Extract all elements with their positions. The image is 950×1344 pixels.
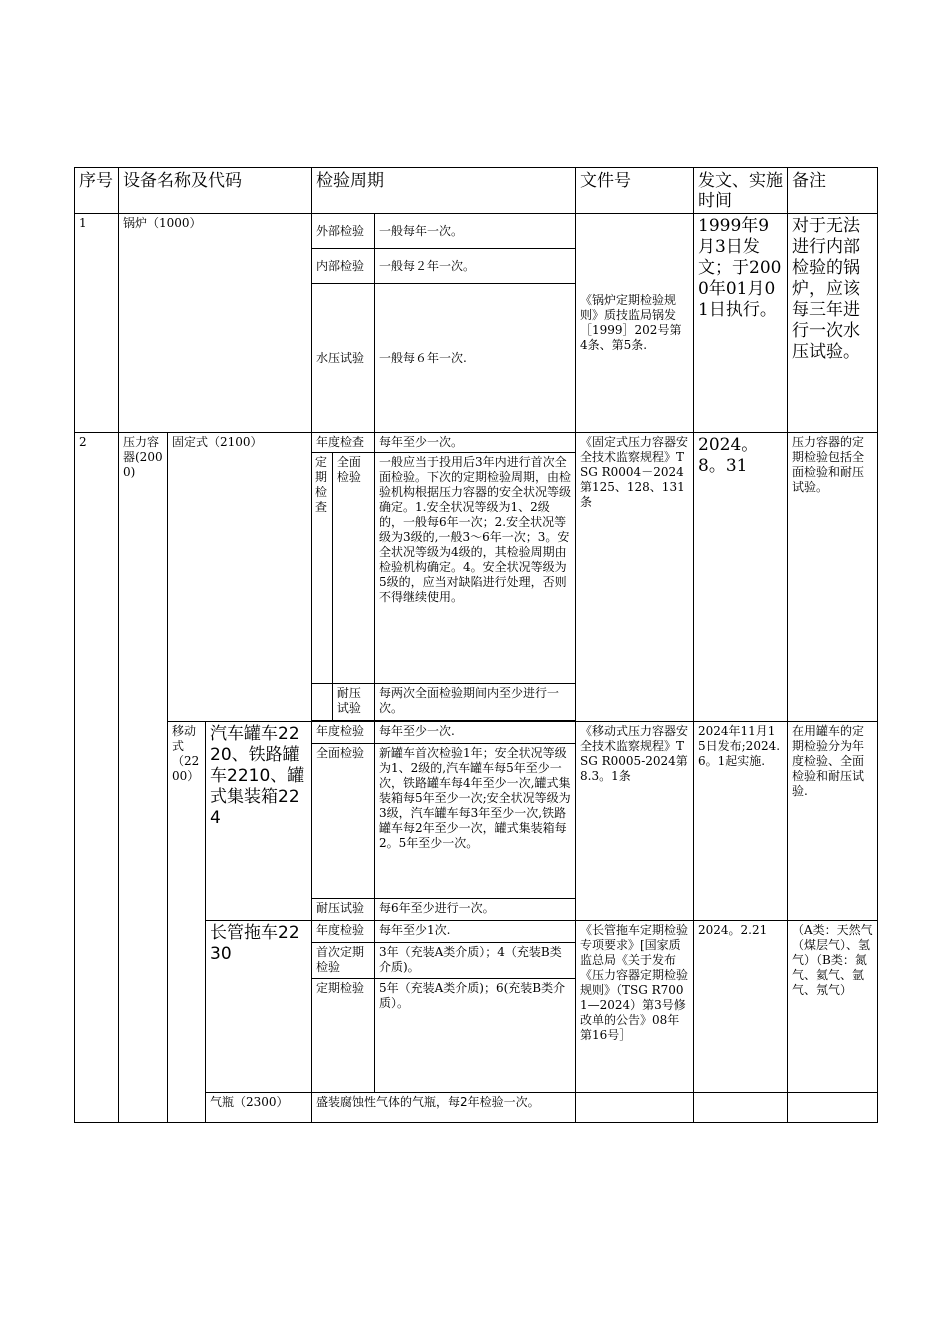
- header-row: [75, 168, 878, 214]
- fixed-pressure-value: 每两次全面检验期间内至少进行一次。: [375, 684, 576, 721]
- boiler-hydro-value: 一般每６年一次.: [375, 284, 576, 433]
- tank-note: 在用罐车的定期检验分为年度检验、全面检验和耐压试验.: [788, 722, 878, 921]
- tube-note: （A类：天然气（煤层气）、氢气）（B类：氮气、氦气、氩气、氖气）: [788, 921, 878, 1093]
- tube-date: 2024。2.21: [694, 921, 788, 1093]
- fixed-note: 压力容器的定期检验包括全面检验和耐压试验。: [788, 433, 878, 722]
- boiler-internal-label: 内部检验: [312, 249, 375, 284]
- header-doc: 文件号: [576, 168, 694, 214]
- boiler-row-external: [75, 214, 878, 249]
- fixed-date: 2024。8。31: [694, 433, 788, 722]
- tank-doc: 《移动式压力容器安全技术监察规程》TSG R0005-2024第8.3。1条: [576, 722, 694, 921]
- boiler-doc: 《锅炉定期检验规则》质技监局锅发［1999］202号第4条、第5条.: [576, 214, 694, 433]
- tube-name: 长管拖车2230: [206, 921, 312, 1093]
- boiler-date: 1999年9月3日发文；于2000年01月01日执行。: [694, 214, 788, 433]
- tube-periodic-value: 5年（充装A类介质)；6(充装B类介质）。: [375, 979, 576, 1093]
- cylinder-value: 盛装腐蚀性气体的气瓶，每2年检验一次。: [312, 1093, 576, 1123]
- boiler-external-label: 外部检验: [312, 214, 375, 249]
- cylinder-date: [694, 1093, 788, 1123]
- boiler-hydro-label: 水压试验: [312, 284, 375, 433]
- fixed-row-annual: [75, 433, 878, 453]
- tube-first-label: 首次定期检验: [312, 943, 375, 979]
- fixed-full-label-text: 全面检验: [336, 455, 361, 484]
- tank-full-label: 全面检验: [312, 744, 375, 899]
- tank-row-annual: [75, 722, 878, 744]
- tank-pressure-value: 每6年至少进行一次。: [375, 899, 576, 921]
- fixed-doc: 《固定式压力容器安全技术监察规程》TSG R0004－2024第125、128、131条: [576, 433, 694, 722]
- tank-date: 2024年11月15日发布;2024.6。1起实施.: [694, 722, 788, 921]
- tank-name: 汽车罐车2220、铁路罐车2210、罐式集装箱224: [206, 722, 312, 921]
- fixed-full-value: 一般应当于投用后3年内进行首次全面检验。下次的定期检验周期，由检验机构根据压力容器的安全状况等级确定。1.安全状况等级为1、2级的，一般每6年一次；2.安全状况等级为3级的,一般3～6年一次；3。安全状况等级为4级的，其检验周期由检验机构确定。4。安全状况等级为5级的，应当对缺陷进行处理，否则不得继续使用。: [375, 453, 576, 684]
- tank-annual-label: 年度检验: [312, 722, 375, 744]
- fixed-pressure-label: 耐压试验: [336, 686, 361, 715]
- pressure-seq: 2: [75, 433, 119, 1123]
- tube-doc: 《长管拖车定期检验专项要求》[国家质监总局《关于发布《压力容器定期检验规则》（TSG R7001—2024）第3号修改单的公告》08年第16号］: [576, 921, 694, 1093]
- boiler-external-value: 一般每年一次。: [375, 214, 576, 249]
- fixed-annual-label: 年度检查: [312, 433, 375, 453]
- tank-full-value: 新罐车首次检验1年；安全状况等级为1、2级的,汽车罐车每5年至少一次，铁路罐车每4年至少一次,罐式集装箱每5年至少一次;安全状况等级为3级，汽车罐车每3年至少一次,铁路罐车每2年至少一次，罐式集装箱每2。5年至少一次。: [375, 744, 576, 899]
- tube-annual-value: 每年至少1次.: [375, 921, 576, 943]
- cylinder-note: [788, 1093, 878, 1123]
- tube-annual-label: 年度检验: [312, 921, 375, 943]
- header-cycle: 检验周期: [312, 168, 576, 214]
- mobile-name: 移动式（2200）: [168, 722, 206, 1123]
- header-date: 发文、实施时间: [694, 168, 788, 214]
- tank-annual-value: 每年至少一次.: [375, 722, 576, 744]
- header-device: 设备名称及代码: [119, 168, 312, 214]
- tank-pressure-label: 耐压试验: [312, 899, 375, 921]
- fixed-annual-value: 每年至少一次。: [375, 433, 576, 453]
- boiler-internal-value: 一般每２年一次。: [375, 249, 576, 284]
- header-seq: 序号: [75, 168, 119, 214]
- fixed-full-label: [312, 453, 375, 684]
- fixed-pressure-label-cell: [312, 684, 375, 721]
- tube-first-value: 3年（充装A类介质）；4（充装B类介质)。: [375, 943, 576, 979]
- fixed-periodic-label: 定期检查: [312, 453, 333, 683]
- inspection-table: [74, 167, 878, 1123]
- boiler-seq: 1: [75, 214, 119, 433]
- pressure-name: 压力容器(2000): [119, 433, 168, 1123]
- boiler-name: 锅炉（1000）: [119, 214, 312, 433]
- tube-periodic-label: 定期检验: [312, 979, 375, 1093]
- header-note: 备注: [788, 168, 878, 214]
- cylinder-name: 气瓶（2300）: [206, 1093, 312, 1123]
- fixed-name: 固定式（2100）: [168, 433, 312, 722]
- cylinder-doc: [576, 1093, 694, 1123]
- boiler-note: 对于无法进行内部检验的锅炉，应该每三年进行一次水压试验。: [788, 214, 878, 433]
